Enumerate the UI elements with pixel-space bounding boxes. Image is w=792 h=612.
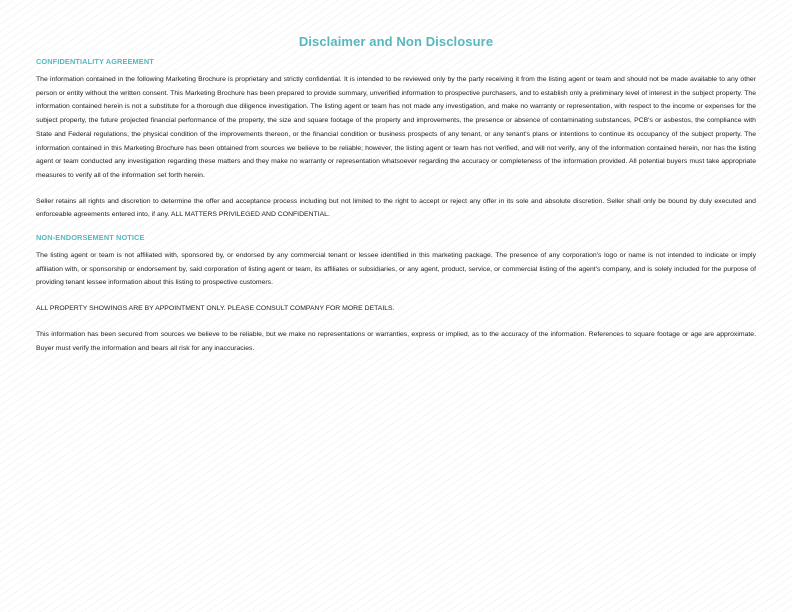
non-endorsement-paragraph-1: The listing agent or team is not affiliated with, sponsored by, or endorsed by any commercial tenant or lessee identified in this marketing package. The presence of any corporation's logo or name is not intended to indicate or imply affiliation with, or sponsorship or endorsement by, said corporation of listing agent or team, its affiliates or subsidiaries, or any agent, product, service, or commercial listing of the agent's company, and is solely included for the purpose of providing tenant lessee information about this listing to prospective customers. xyxy=(36,252,756,287)
non-endorsement-paragraph-2: This information has been secured from sources we believe to be reliable, but we make no representations or warranties, express or implied, as to the accuracy of the information. References to square footage or age are approximate. Buyer must verify the information and bears all risk for any inaccuracies. xyxy=(36,330,756,352)
confidentiality-section xyxy=(36,57,756,222)
showings-notice: ALL PROPERTY SHOWINGS ARE BY APPOINTMENT ONLY. PLEASE CONSULT COMPANY FOR MORE DETAILS. xyxy=(36,305,395,313)
confidentiality-paragraph-2: Seller retains all rights and discretion to determine the offer and acceptance process including but not limited to the right to accept or reject any offer in its sole and absolute discretion. Seller shall only be bound by duly executed and enforceable agreements entered into, if any. ALL MATTERS PRIVILEGED AND CONFIDENTIAL. xyxy=(36,197,756,219)
disclaimer-page xyxy=(36,34,756,367)
confidentiality-heading: CONFIDENTIALITY AGREEMENT xyxy=(36,57,154,66)
page-title: Disclaimer and Non Disclosure xyxy=(298,34,494,49)
non-endorsement-heading: NON-ENDORSEMENT NOTICE xyxy=(36,233,145,243)
confidentiality-paragraph-1: The information contained in the following Marketing Brochure is proprietary and strictly confidential. It is intended to be reviewed only by the party receiving it from the listing agent or team and should not be made available to any other person or entity without the written consent. This Marketing Brochure has been prepared to provide summary, unverified information to prospective purchasers, and to establish only a preliminary level of interest in the subject property. The information contained herein is not a substitute for a thorough due diligence investigation. The listing agent or team has not made any investigation, and make no warranty or representation, with respect to the income or expenses for the subject property, the future projected financial performance of the property, the size and square footage of the property and improvements, the presence or absence of contaminating substances, PCB's or asbestos, the compliance with State and Federal regulations, the physical condition of the improvements thereon, or the financial condition or business prospects of any tenant, or any tenant's plans or intentions to continue its occupancy of the subject property. The information contained in this Marketing Brochure has been obtained from sources we believe to be reliable; however, the listing agent or team has not verified, and will not verify, any of the information contained herein, nor has the listing agent or team conducted any investigation regarding these matters and they make no warranty or representation whatsoever regarding the accuracy or completeness of the information provided. All potential buyers must take appropriate measures to verify all of the information set forth herein. xyxy=(36,76,756,179)
non-endorsement-section xyxy=(36,233,756,355)
